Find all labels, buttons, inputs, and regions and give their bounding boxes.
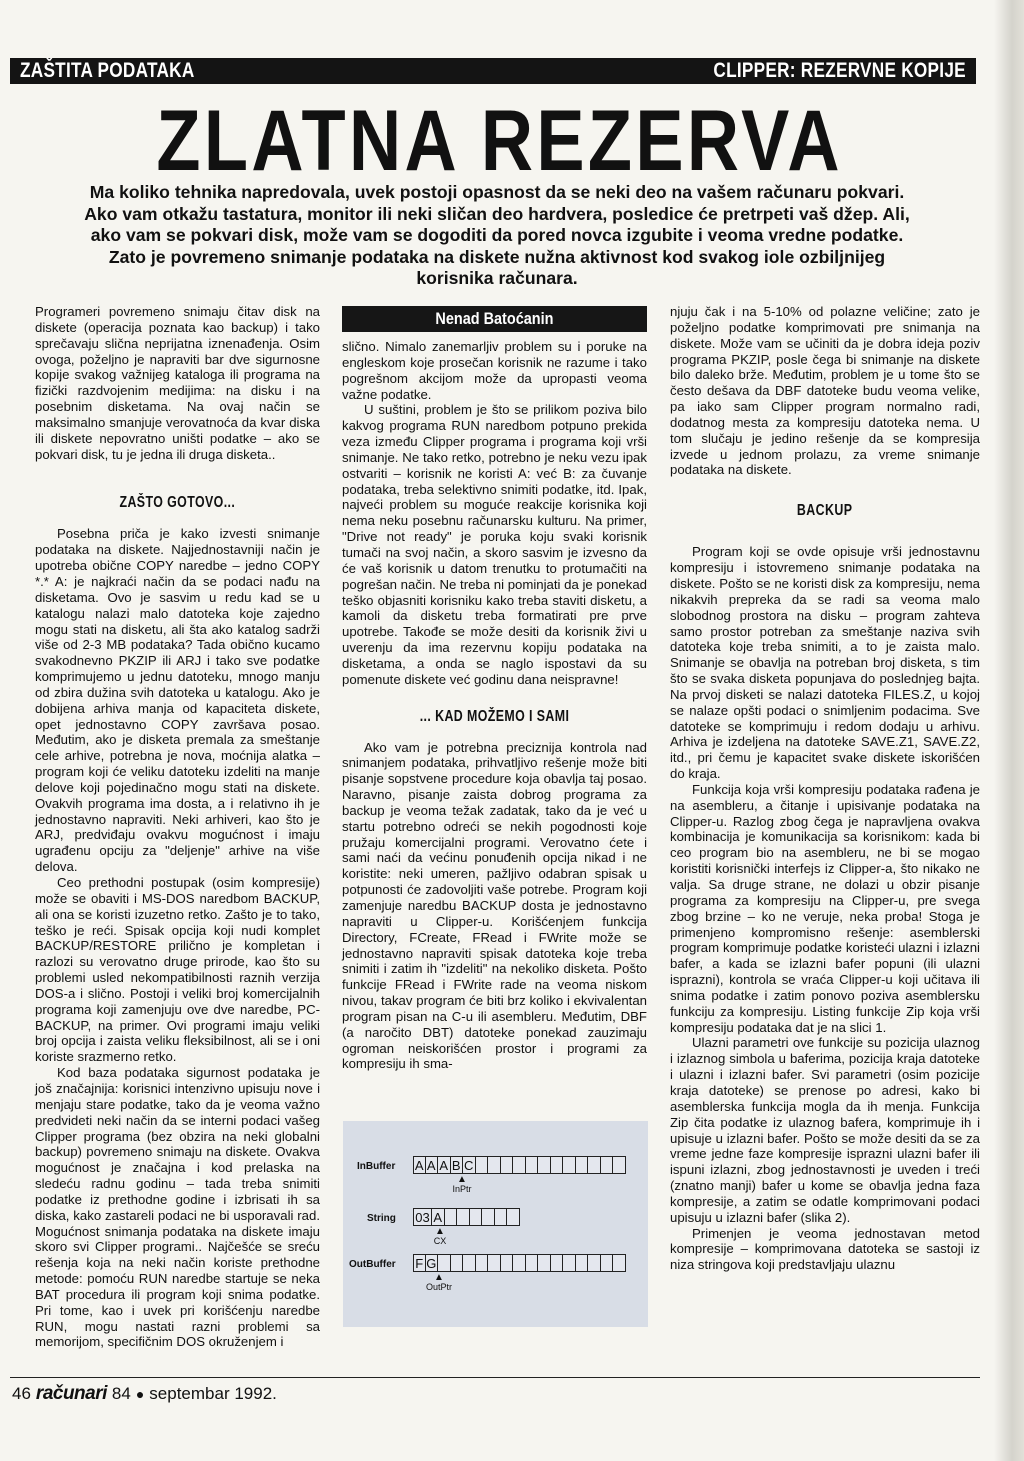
outbuffer-cells	[413, 1254, 626, 1272]
buffer-cell	[538, 1156, 551, 1174]
buffer-cell	[588, 1156, 601, 1174]
buffer-cell	[576, 1254, 589, 1272]
footer-rule	[10, 1377, 980, 1378]
column-3	[670, 304, 980, 1273]
buffer-cell	[538, 1254, 551, 1272]
inbuffer-cells	[413, 1156, 626, 1174]
buffer-cell	[513, 1156, 526, 1174]
section-header-bar	[10, 58, 976, 84]
inptr-pointer	[442, 1176, 482, 1194]
buffer-cell	[526, 1254, 539, 1272]
col2-paragraph: Ako vam je potrebna preciznija kontrola nad snimanjem podataka, prihvatljivo rešenje može biti pisanje sopstvene procedure koja obavlja taj posao. Naravno, pisanje zaista dobrog programa za backup je veoma težak zadatak, tako da je već u startu potrebno odreći se nekih pogodnosti koje pružaju komercijalni programi. Verovatno ćete i sami naći da većinu ponuđenih opcija nikad i ne koristite: neki umeren, pažljivo odabran spisak u potpunosti će zadovoljiti vaše potrebe. Program koji zamenjuje naredbu BACKUP dosta je jednostavno napraviti u Clipper-u. Korišćenjem funkcija Directory, FCreate, FRead i FWrite može se jednostavno napraviti spisak datoteka koje treba snimiti i zatim ih "izdeliti" na nekoliko disketa. Pošto funkcije FRead i FWrite rade na veoma niskom nivou, takav program će biti brz koliko i ekvivalentan program pisan na C-u ili asembleru. Međutim, DBF (a naročito DBT) datoteke ponekad zauzimaju ogroman neiskorišćen prostor i programi za kompresiju ih sma-	[342, 739, 647, 1072]
col1-paragraph: Kod baza podataka sigurnost podataka je još značajnija: korisnici intenzivno upisuju nove i menjaju stare podatke, tako da je veoma važno predvideti neki način da se interni podaci vašeg Clipper programa (bez obzira na neki globalni backup) povremeno snimaju na diskete. Ovakva mogućnost je značajna i kod prelaska na sledeću radnu godinu – tada treba snimiti podatke iz prethodne godine i izbrisati ih sa diska, kako zastareli podaci ne bi usporavali rad. Mogućnost snimanja podataka na diskete imaju skoro svi Clipper programi.. Najčešće se sreću rešenja koja na neki način koriste prethodne metode: pomoću RUN naredbe startuje se neka BAT procedura ili program koji snima podatke. Pri tome, kao i uvek pri korišćenju naredbe RUN, mogu nastati razni problemi sa memorijom, specifičnim DOS okruženjem i	[35, 1065, 320, 1350]
section-label-right: CLIPPER: REZERVNE KOPIJE	[713, 59, 966, 82]
buffer-cell	[563, 1156, 576, 1174]
col2-paragraph: U suštini, problem je što se prilikom poziva bilo kakvog programa RUN naredbom potpuno prekida veza između Clipper programa i programa koji vrši snimanje. Ne tako retko, potrebno je neku vezu ipak ostvariti – korisnik ne koristi A: već B: za čuvanje podataka, treba selektivno snimiti podatke, itd. Ipak, najveći problem su moguće reakcije korisnika koji nema neku posebnu računarsku kulturu. Na primer, "Drive not ready" je poruka koju svaki korisnik tumači na svoj način, a skoro sasvim je izvesno da će vaš korisnik u datom trenutku to protumačiti na pogrešan način. Ne treba ni pominjati da je ponekad teško objasniti korisniku kako treba staviti disketu, a kamoli da disketu treba formatirati pre prve upotrebe. Takođe se može desiti da korisnik živi u uverenju da ima rezervnu kopiju podataka na disketama, a onda se naglo ispostavi da su pomenute diskete već godinu dana neispravne!	[342, 402, 647, 687]
string-cells	[413, 1208, 520, 1226]
col3-paragraph: njuju čak i na 5-10% od polazne veličine; zato je poželjno podatke komprimovati pre snimanja na diskete. Može vam se učiniti da je dobra ideja poziv programa PKZIP, posle čega bi snimanje na diskete bilo daleko brže. Međutim, problem je u tome što se često dešava da DBF datoteke budu veoma velike, pa iako sam Clipper program normalno radi, dodatnog mesta za kompresiju datoteka nema. U tom slučaju je jedino rešenje da se kompresija izvede u jednom prolazu, za vreme snimanje podataka na diskete.	[670, 304, 980, 478]
buffer-cell: B	[451, 1156, 464, 1174]
subheading-text: ... KAD MOŽEMO I SAMI	[419, 707, 570, 725]
buffer-cell	[507, 1208, 520, 1226]
buffer-cell	[463, 1254, 476, 1272]
col3-paragraph: Funkcija koja vrši kompresiju podataka rađena je na asembleru, a čitanje i upisivanje podataka na Clipper-u. Razlog zbog čega je napravljena ovakva kombinacija je komunikacija sa korisnikom: kada bi ceo program bio na asembleru, ne bi se mogao koristiti korisnički interfejs iz Clipper-a, što nikako ne valja. Sa druge strane, ne dolazi u obzir pisanje programa za kompresiju na Clipper-u, pre svega zbog brzine – ko ne veruje, neka proba! Stoga je primenjeno kompromisno rešenje: asemblerski program komprimuje podatke koristeći ulazni i izlazni bafer, a kada se izlazni bafer popuni (ili ulazni isprazni), kontrola se vraća Clipper-u koji učitava ili snima podatke i zatim ponovo poziva asemblersku funkciju za kompresiju. Listing funkcije Zip koja vrši kompresiju podataka dat je na slici 1.	[670, 781, 980, 1035]
col1-paragraph: Ceo prethodni postupak (osim kompresije) može se obaviti i MS-DOS naredbom BACKUP, ali ona se koristi izuzetno retko. Zašto je to tako, teško je reći. Spisak opcija koji nudi komplet BACKUP/RESTORE prilično je kompletan i razlozi su verovatno druge prirode, kao što su problemi usled nekompatibilnosti raznih verzija DOS-a i slično. Postoji i veliki broj komercijalnih programa koji zamenjuju ove dve naredbe, PC-BACKUP, na primer. Ovi programi imaju veliki broj opcija i zaista veliku fleksibilnost, ali se i oni koriste srazmerno retko.	[35, 875, 320, 1065]
up-arrow-icon: ▲	[435, 1226, 445, 1237]
buffer-cell	[495, 1208, 508, 1226]
lead-line: Zato je povremeno snimanje podataka na diskete nužna aktivnost kod svakog iole ozbiljnijeg	[108, 246, 886, 267]
buffer-cell	[445, 1208, 458, 1226]
buffer-cell: F	[413, 1254, 426, 1272]
row-label-string: String	[367, 1213, 396, 1224]
lead-line: ako vam se pokvari disk, može vam se dogoditi da pored novca izgubite i veoma vredne podatke.	[90, 225, 904, 245]
buffer-cell	[488, 1156, 501, 1174]
buffer-cell	[457, 1208, 470, 1226]
buffer-cell	[470, 1208, 483, 1226]
buffer-cell: G	[426, 1256, 437, 1271]
buffer-cell: 03	[413, 1208, 432, 1226]
buffer-cell	[588, 1254, 601, 1272]
page-footer	[12, 1383, 277, 1405]
buffer-cell	[501, 1254, 514, 1272]
col3-paragraph: Program koji se ovde opisuje vrši jednostavnu kompresiju i istovremeno snimanje podataka na diskete. Pošto se ne koristi disk za kompresiju, nema nikakvih prepreka da se radi sa veoma malo slobodnog prostora na disku – program zahteva samo prostor potreban za smeštanje naziva svih datoteka koje treba snimiti, a to je zaista malo. Snimanje se obavlja na potreban broj disketa, s tim što se svaka disketa popunjava do poslednjeg bajta. Na prvoj disketi se nalazi datoteka FILES.Z, u kojoj se nalaze opšti podaci o snimljenim podacima. Sve datoteke se komprimuju i redom dodaju u arhivu. Arhiva je izdeljena na datoteke SAVE.Z1, SAVE.Z2, itd., pri čemu je kapacitet svake diskete iskorišćen do kraja.	[670, 544, 980, 782]
lead-line: korisnika računara.	[416, 268, 578, 288]
column-2	[342, 339, 647, 1072]
column-1	[35, 304, 320, 1350]
col3-paragraph: Primenjen je veoma jednostavan metod kompresije – komprimovana datoteka se sastoji iz niza stringova koji predstavljaju ulaznu	[670, 1225, 980, 1273]
buffer-cell	[563, 1254, 576, 1272]
subheading-zasto-gotovo	[35, 484, 320, 522]
author-byline	[342, 306, 647, 332]
buffer-cell: A	[438, 1156, 451, 1174]
buffer-cell	[601, 1254, 614, 1272]
row-label-outbuffer: OutBuffer	[349, 1259, 396, 1270]
author-name: Nenad Batoćanin	[435, 309, 554, 328]
up-arrow-icon: ▲	[457, 1174, 467, 1185]
outptr-pointer	[419, 1274, 459, 1292]
buffer-cell: A	[432, 1208, 445, 1226]
buffer-cell	[551, 1156, 564, 1174]
col1-intro: Programeri povremeno snimaju čitav disk na diskete (operacija poznata kao backup) i tako sprečavaju slična neprijatna iznenađenja. Osim ovoga, poželjno je napraviti bar dve sigurnosne kopije svakog važnijeg kataloga ili programa na fizički razdvojenim medijima: na disku i na posebnim disketama. Na ovaj način se maksimalno smanjuje verovatnoća da kvar diska ili diskete nepovratno uništi podatke – ako se pokvari disk, tu je jedna ili druga disketa..	[35, 304, 320, 462]
pointer-label: CX	[433, 1236, 447, 1246]
buffer-cell	[613, 1254, 626, 1272]
buffer-cell	[601, 1156, 614, 1174]
section-label-left: ZAŠTITA PODATAKA	[20, 59, 195, 82]
buffer-cell	[501, 1156, 514, 1174]
article-lead	[18, 182, 976, 290]
buffer-cell	[488, 1254, 501, 1272]
buffer-cell	[551, 1254, 564, 1272]
buffer-cell	[613, 1156, 626, 1174]
cx-pointer	[420, 1228, 460, 1246]
subheading-text: ZAŠTO GOTOVO...	[119, 494, 236, 512]
buffer-cell	[526, 1156, 539, 1174]
lead-line: Ako vam otkažu tastatura, monitor ili neki sličan deo hardvera, posledice će pretrpeti vaš džep. Ali,	[84, 203, 910, 224]
buffer-cell	[482, 1208, 495, 1226]
buffer-cell	[476, 1254, 489, 1272]
up-arrow-icon: ▲	[434, 1272, 444, 1283]
buffer-cell: C	[463, 1156, 476, 1174]
page-number: 46	[12, 1384, 31, 1403]
magazine-brand: računari	[35, 1383, 107, 1404]
subheading-kad-mozemo-i-sami	[342, 698, 647, 736]
issue-date: septembar 1992.	[149, 1384, 277, 1403]
bullet-icon: ●	[135, 1386, 145, 1402]
lead-line: Ma koliko tehnika napredovala, uvek postoji opasnost da se neki deo na vašem računaru pokvari.	[89, 182, 905, 202]
buffer-cell	[438, 1254, 451, 1272]
article-title	[0, 93, 1000, 189]
issue-number: 84	[111, 1384, 131, 1403]
buffer-cell	[513, 1254, 526, 1272]
col2-paragraph: slično. Nimalo zanemarljiv problem su i poruke na engleskom koje prosečan korisnik ne razume i tako pogrešnom akcijom može da upropasti veoma važne podatke.	[342, 339, 647, 402]
col3-paragraph: Ulazni parametri ove funkcije su pozicija ulaznog i izlaznog simbola u baferima, pozicija kraja datoteke i ulazni i izlazni bafer. Svi parametri (osim pozicije kraja datoteke) se prenose po adresi, kako bi asemblerska funkcija mogla da ih menja. Funkcija Zip čita podatke iz ulaznog bafera, komprimuje ih i upisuje u izlazni bafer. Pošto se može desiti da se za vreme jedne faze kompresije isprazni ulazni bafer ili ispuni izlazni, zbog jednostavnosti je uveden i treći (znatno manji) bafer u kome se obavlja jedna faza kompresije, a zatim se odatle komprimovani podaci upisuju u izlazni bafer (slika 2).	[670, 1035, 980, 1225]
subheading-backup	[670, 492, 980, 530]
article-title-text: ZLATNA REZERVA	[156, 93, 844, 189]
buffer-cell	[476, 1156, 489, 1174]
col1-paragraph: Posebna priča je kako izvesti snimanje podataka na diskete. Najjednostavniji način je upotreba obične COPY naredbe – jedno COPY *.* A: je najkraći način da se podaci nađu na disketama. Ovo je sasvim u redu kad se u katalogu nalazi malo datoteka koje zajedno mogu stati na disketu, ali šta ako katalog sadrži više od 2-3 MB podataka? Tada obično kucamo svakodnevno PKZIP ili ARJ i tako sve podatke komprimujemo u jednu datoteku, mnogo manju od zbira dužina svih datoteka u katalogu. Ako je dobijena arhiva manja od kapaciteta diskete, opet jednostavno COPY završava posao. Međutim, ako je disketa premala za smeštanje cele arhive, potrebna je nova, moćnija alatka – program koji će veliku datoteku izdeliti na manje delove koji pojedinačno mogu stati na diskete. Ovakvih programa ima dosta, a i relativno ih je jednostavno napraviti. Neki arhiveri, kao što je ARJ, predviđaju ovakvu mogućnost i imaju ugrađenu opciju za "deljenje" arhive na više delova.	[35, 526, 320, 875]
buffer-cell: A	[426, 1156, 439, 1174]
subheading-text: BACKUP	[797, 502, 853, 520]
page-edge-shadow	[994, 0, 1024, 1461]
pointer-label: InPtr	[452, 1184, 472, 1194]
pointer-label: OutPtr	[425, 1282, 452, 1292]
buffer-cell: A	[414, 1158, 424, 1173]
buffer-cell	[576, 1156, 589, 1174]
row-label-inbuffer: InBuffer	[357, 1161, 396, 1172]
buffer-diagram-figure	[343, 1121, 648, 1327]
buffer-cell	[451, 1254, 464, 1272]
